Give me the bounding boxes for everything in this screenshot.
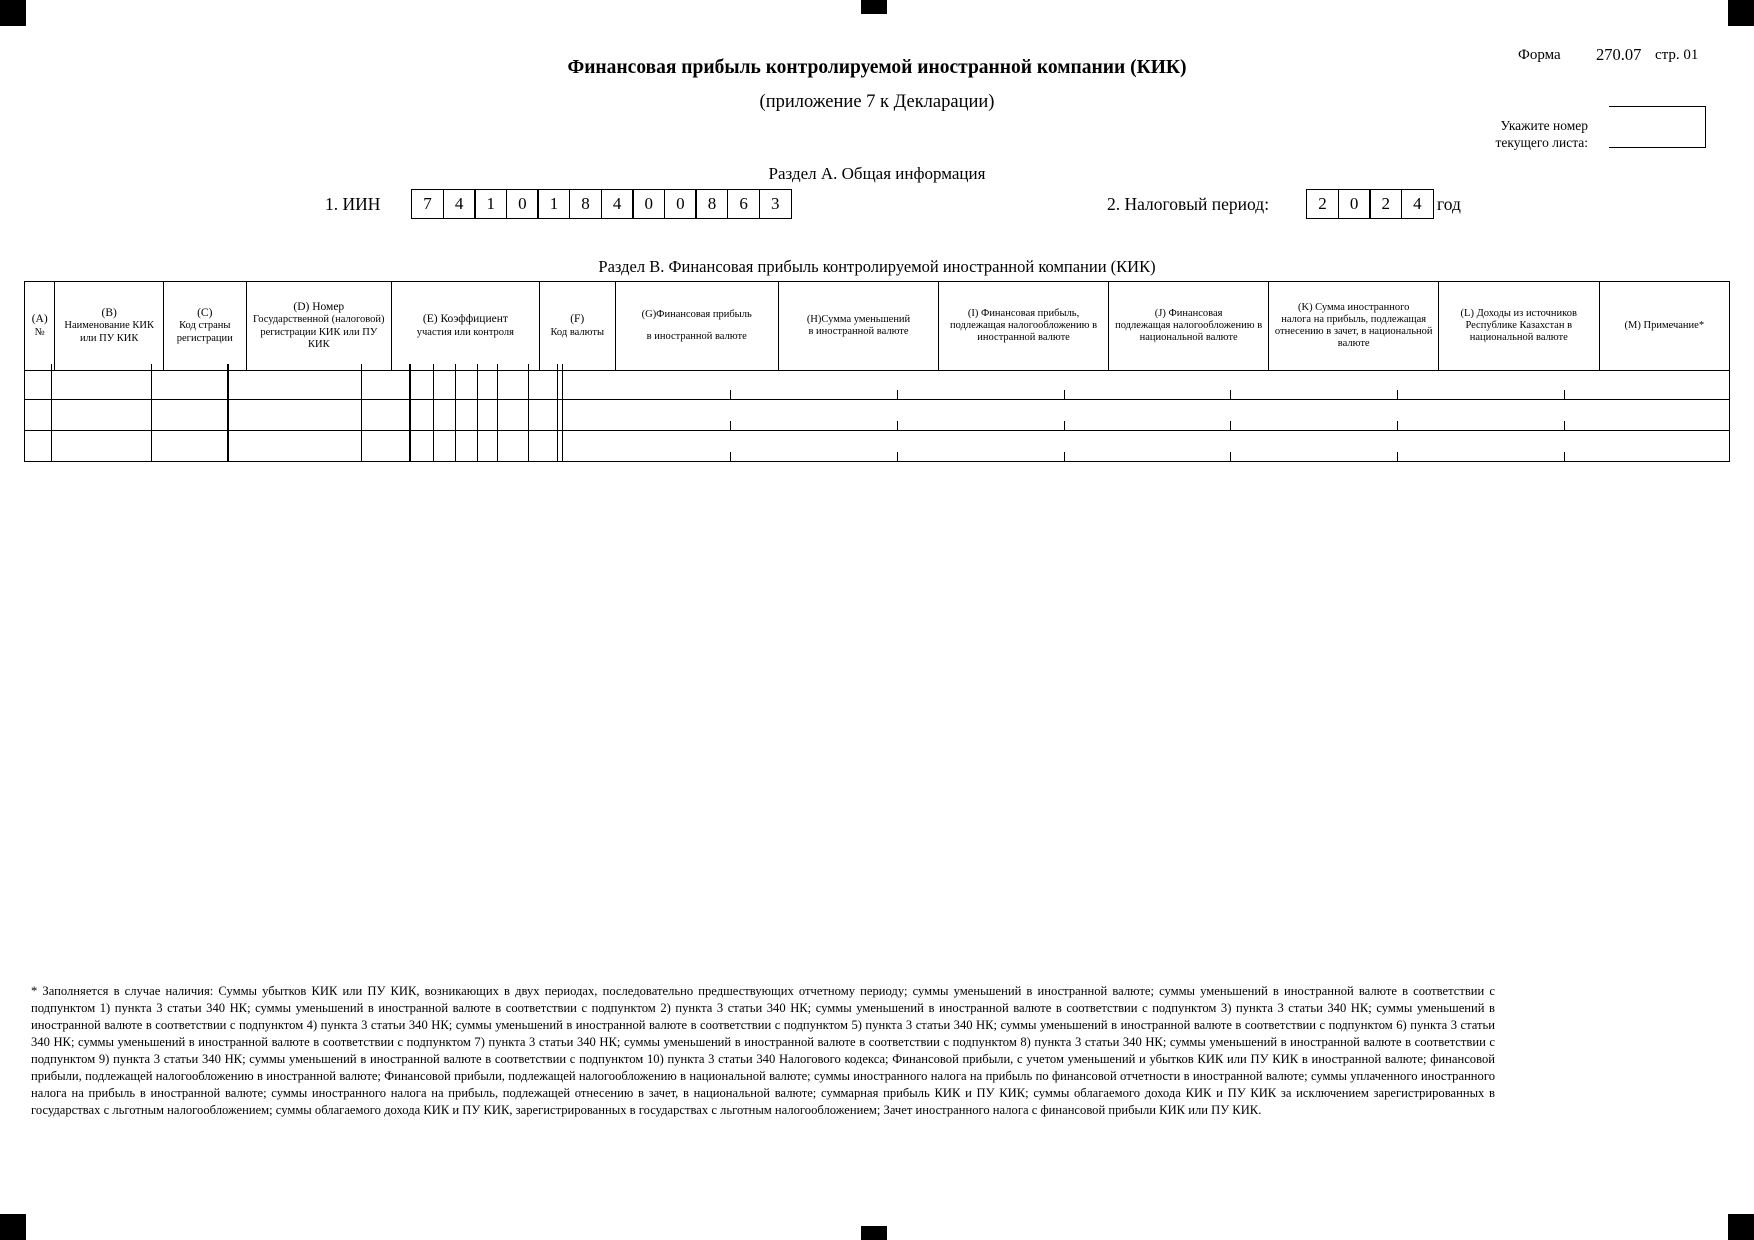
iin-digit-9[interactable]: 0 [664,189,697,219]
cell-divider [897,452,898,461]
cell-divider [528,364,529,399]
table-header-row [25,282,1730,371]
cell-divider [477,395,478,430]
col-header-a [25,282,55,371]
cell-divider [528,395,529,430]
iin-digit-4[interactable]: 0 [506,189,539,219]
cell-divider [477,364,478,399]
col-header-k [1269,282,1438,371]
col-i-marker: (I) Финансовая прибыль, [967,307,1080,319]
form-label: Форма [1518,47,1561,63]
col-c-label: Код страны регистрации [176,320,233,344]
cell-divider [455,395,456,430]
col-h-marker: (H)Сумма уменьшений [806,313,911,325]
table-cell[interactable] [52,426,152,462]
section-b-title: Раздел В. Финансовая прибыль контролируемой иностранной компании (КИК) [598,257,1156,276]
tax-period-field[interactable] [1306,189,1434,219]
iin-digit-10[interactable]: 8 [695,189,728,219]
cell-divider [433,395,434,430]
cell-divider [455,364,456,399]
cfc-profit-table [24,281,1730,371]
col-b-label: Наименование КИК или ПУ КИК [64,320,155,344]
form-code: 270.07 [1596,45,1642,64]
col-i-label: подлежащая налогообложению в иностранной валюте [950,319,1098,344]
col-d-marker: (D) Номер [293,301,345,314]
tax-period-unit: год [1437,194,1461,214]
col-l-marker: (L) Доходы из источников [1460,307,1577,319]
col-j-label: подлежащая налогообложению в национальной валюте [1115,319,1263,344]
iin-digit-2[interactable]: 4 [443,189,476,219]
iin-label: 1. ИИН [325,194,381,214]
tax-period-label: 2. Налоговый период: [1107,194,1270,214]
table-cell[interactable] [562,426,1730,462]
section-a-title: Раздел А. Общая информация [768,164,986,183]
page-title: Финансовая прибыль контролируемой иностранной компании (КИК) [567,57,1187,78]
iin-digit-8[interactable]: 0 [632,189,665,219]
iin-digit-1[interactable]: 7 [411,189,444,219]
cell-divider [1230,452,1231,461]
table-cell[interactable] [24,426,52,462]
table-cell[interactable] [498,426,558,462]
col-header-i [939,282,1108,371]
cell-divider [1397,452,1398,461]
col-m-marker: (M) Примечание* [1624,319,1705,331]
col-l-label: Республике Казахстан в национальной валюте [1465,319,1573,344]
col-a-label: № [34,326,45,338]
col-h-label: в иностранной валюте [808,326,909,337]
col-header-d [246,282,392,371]
tax-period-digit-1[interactable]: 2 [1306,189,1339,219]
tax-period-digit-3[interactable]: 2 [1369,189,1402,219]
cell-divider [477,426,478,461]
col-e-label: участия или контроля [416,326,514,338]
col-a-marker: (A) [31,313,48,326]
iin-digit-11[interactable]: 6 [727,189,760,219]
table-cell[interactable] [410,426,498,462]
col-header-b [55,282,164,371]
col-header-c [164,282,247,371]
table-cell[interactable] [152,426,228,462]
col-header-l [1438,282,1599,371]
table-cell[interactable] [362,426,410,462]
cell-divider [730,452,731,461]
col-header-m [1599,282,1729,371]
col-b-marker: (B) [101,307,117,320]
iin-field[interactable] [411,189,792,219]
col-g-label: в иностранной валюте [646,331,747,342]
col-header-f [539,282,615,371]
tax-period-digit-2[interactable]: 0 [1338,189,1371,219]
cell-divider [433,426,434,461]
col-header-j [1108,282,1269,371]
col-c-marker: (C) [197,307,213,320]
iin-digit-6[interactable]: 8 [569,189,602,219]
iin-digit-12[interactable]: 3 [759,189,792,219]
col-g-marker: (G)Финансовая прибыль [641,308,752,320]
current-sheet-note: Укажите номер текущего листа: [1495,118,1588,150]
form-page-number: стр. 01 [1655,47,1699,63]
iin-digit-7[interactable]: 4 [601,189,634,219]
iin-digit-5[interactable]: 1 [537,189,570,219]
col-k-label: налога на прибыль, подлежащая отнесению в зачет, в национальной валюте [1274,313,1433,350]
col-d-label: Государственной (налоговой) регистрации КИК или ПУ КИК [253,314,385,350]
col-header-g [615,282,778,371]
tax-period-digit-4[interactable]: 4 [1401,189,1434,219]
cell-divider [455,426,456,461]
cell-divider [1064,452,1065,461]
col-k-marker: (K) Сумма иностранного [1297,301,1410,313]
col-header-e [392,282,540,371]
iin-digit-3[interactable]: 1 [474,189,507,219]
cell-divider [528,426,529,461]
footnote: * Заполняется в случае наличия: Суммы убытков КИК или ПУ КИК, возникающих в двух периодах, последовательно предшествующих отчетному периоду; суммы уменьшений в иностранной валюте; суммы уменьшений в иностранной валюте в соответствии с подпунктом 1) пункта 3 статьи 340 НК; суммы уменьшений в иностранной валюте в соответствии с подпунктом 2) пункта 3 статьи 340 НК; суммы уменьшений в иностранной валюте в соответствии с подпунктом 3) пункта 3 статьи 340 НК; суммы уменьшений в иностранной валюте в соответствии с подпунктом 4) пункта 3 статьи 340 НК; суммы уменьшений в иностранной валюте в соответствии с подпунктом 5) пункта 3 статьи 340 НК; суммы уменьшений в иностранной валюте в соответствии с подпунктом 6) пункта 3 статьи 340 НК; суммы уменьшений в иностранной валюте в соответствии с подпунктом 7) пункта 3 статьи 340 НК; суммы уменьшений в иностранной валюте в соответствии с подпунктом 8) пункта 3 статьи 340 НК; суммы уменьшений в иностранной валюте в соответствии с подпунктом 9) пункта 3 статьи 340 НК; суммы уменьшений в иностранной валюте в соответствии с подпунктом 10) пункта 3 статьи 340 Налогового кодекса; Финансовой прибыли, с учетом уменьшений и убытков КИК или ПУ КИК в иностранной валюте; финансовой прибыли, подлежащей налогообложению в иностранной валюте; Финансовой прибыли, подлежащей налогообложению в национальной валюте; суммы иностранного налога на прибыль по финансовой отчетности в иностранной валюте; суммы уплаченного иностранного налога на прибыль в иностранной валюте; суммы иностранного налога на прибыль, подлежащей отнесению в зачет, в национальной валюте; суммарная прибыль КИК и ПУ КИК; суммы облагаемого дохода КИК и ПУ КИК за исключением зарегистрированных в государствах с льготным налогообложением; суммы облагаемого дохода КИК и ПУ КИК, зарегистрированных в государствах с льготным налогообложением; Зачет иностранного налога с финансовой прибыли КИК или ПУ КИК. [31,984,1495,1117]
col-e-marker: (E) Коэффициент [422,313,508,326]
col-header-h [778,282,939,371]
col-f-label: Код валюты [550,326,605,338]
table-row[interactable] [24,426,1730,462]
cell-divider [433,364,434,399]
col-j-marker: (J) Финансовая [1154,307,1223,319]
cell-divider [1564,452,1565,461]
page-subtitle: (приложение 7 к Декларации) [759,92,995,112]
col-f-marker: (F) [570,313,585,326]
current-sheet-input[interactable] [1609,106,1706,148]
table-cell[interactable] [228,426,362,462]
